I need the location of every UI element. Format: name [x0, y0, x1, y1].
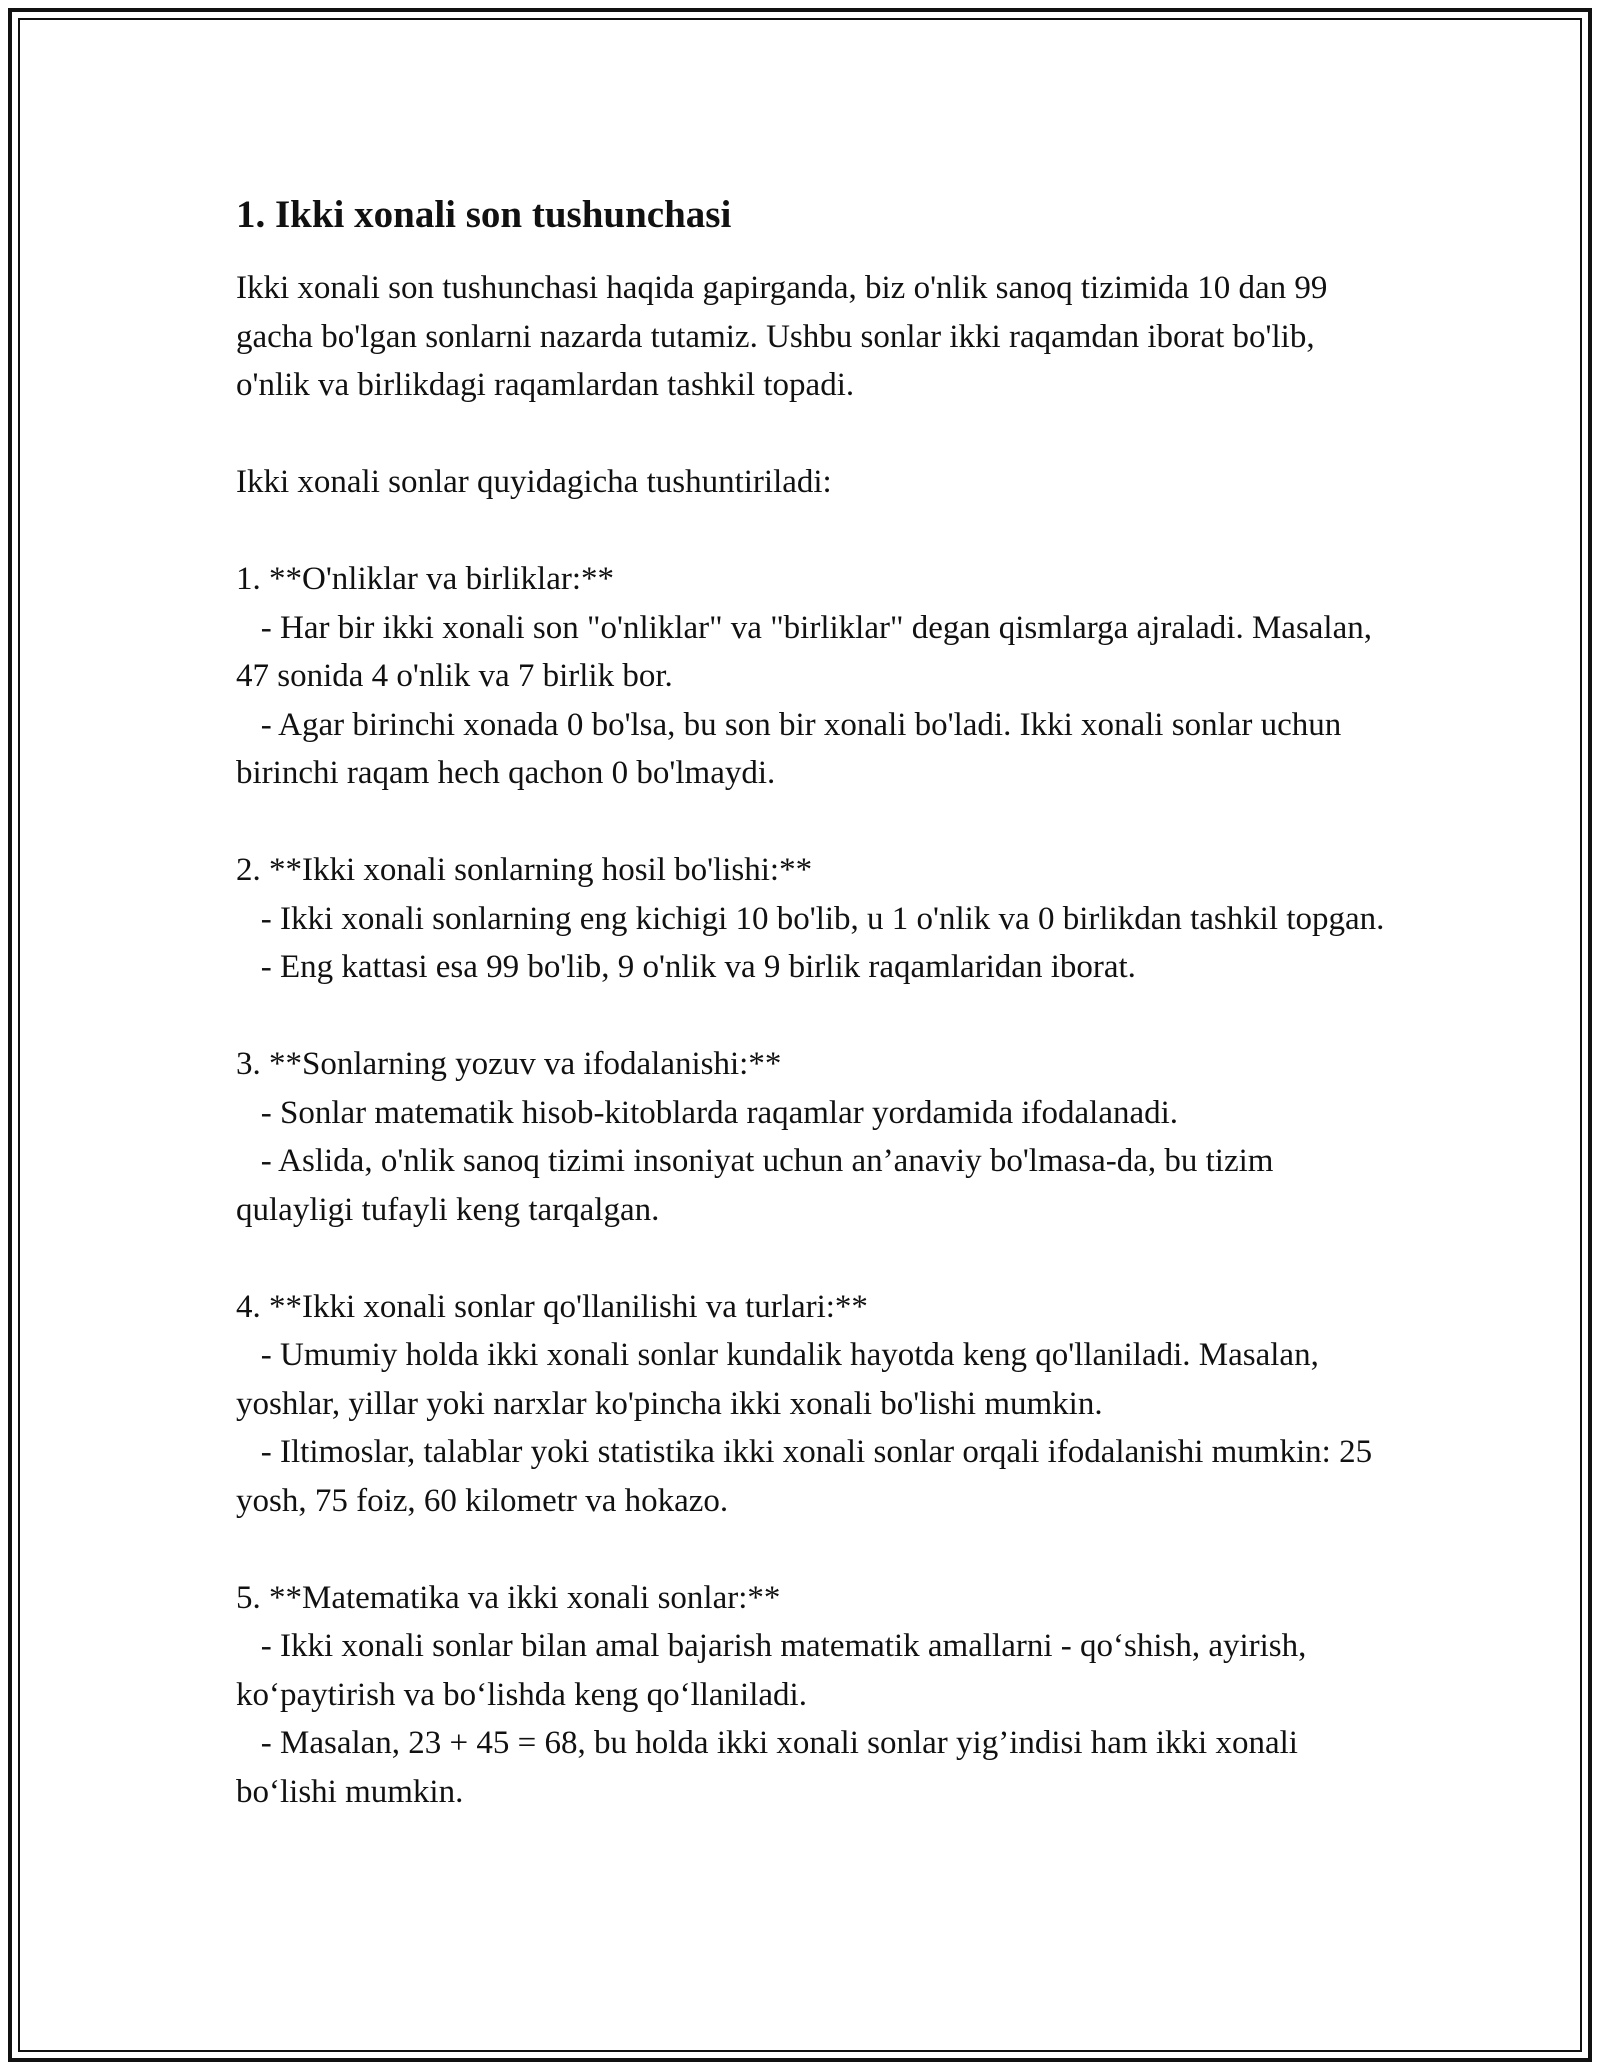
section-item: - Agar birinchi xonada 0 bo'lsa, bu son bir xonali bo'ladi. Ikki xonali sonlar uchun birinchi raqam hech qachon 0 bo'lmaydi. [236, 706, 1350, 791]
section-2 [236, 846, 1386, 992]
section-item: - Aslida, o'nlik sanoq tizimi insoniyat uchun an’anaviy bo'lmasa-da, bu tizim qulayligi tufayli keng tarqalgan. [236, 1143, 1282, 1228]
section-heading: 4. **Ikki xonali sonlar qo'llanilishi va turlari:** [236, 1288, 868, 1325]
section-item: - Iltimoslar, talablar yoki statistika ikki xonali sonlar orqali ifodalanishi mumkin: 25 yosh, 75 foiz, 60 kilometr va hokazo. [236, 1434, 1381, 1519]
intro-paragraph: Ikki xonali son tushunchasi haqida gapirganda, biz o'nlik sanoq tizimida 10 dan 99 gacha bo'lgan sonlarni nazarda tutamiz. Ushbu sonlar ikki raqamdan iborat bo'lib, o'nlik va birlikdagi raqamlardan tashkil topadi. [236, 270, 1336, 403]
section-item: - Ikki xonali sonlarning eng kichigi 10 bo'lib, u 1 o'nlik va 0 birlikdan tashkil topgan. [236, 900, 1385, 937]
section-3 [236, 1040, 1386, 1234]
document-title: 1. Ikki xonali son tushunchasi [236, 193, 732, 236]
section-item: - Umumiy holda ikki xonali sonlar kundalik hayotda keng qo'llaniladi. Masalan, yoshlar, yillar yoki narxlar ko'pincha ikki xonali bo'lishi mumkin. [236, 1337, 1328, 1422]
spacer [236, 992, 1386, 1041]
section-heading: 1. **O'nliklar va birliklar:** [236, 561, 615, 597]
spacer [236, 1234, 1386, 1283]
spacer [236, 507, 1386, 556]
spacer [236, 798, 1386, 847]
section-heading: 3. **Sonlarning yozuv va ifodalanishi:** [236, 1046, 782, 1082]
spacer [236, 1525, 1386, 1574]
section-item: - Ikki xonali sonlar bilan amal bajarish matematik amallarni - qo‘shish, ayirish, ko‘paytirish va bo‘lishda keng qo‘llaniladi. [236, 1628, 1315, 1713]
section-item: - Eng kattasi esa 99 bo'lib, 9 o'nlik va 9 birlik raqamlaridan iborat. [236, 949, 1136, 985]
document-body [236, 180, 1386, 1816]
spacer [236, 410, 1386, 459]
section-item: - Sonlar matematik hisob-kitoblarda raqamlar yordamida ifodalanadi. [236, 1094, 1179, 1131]
section-item: - Masalan, 23 + 45 = 68, bu holda ikki xonali sonlar yig’indisi ham ikki xonali bo‘lishi mumkin. [236, 1725, 1307, 1810]
section-5 [236, 1574, 1386, 1817]
lead-paragraph: Ikki xonali sonlar quyidagicha tushuntiriladi: [236, 464, 832, 500]
section-4 [236, 1283, 1386, 1526]
section-heading: 5. **Matematika va ikki xonali sonlar:** [236, 1579, 781, 1616]
section-item: - Har bir ikki xonali son "o'nliklar" va "birliklar" degan qismlarga ajraladi. Masalan, 47 sonida 4 o'nlik va 7 birlik bor. [236, 609, 1381, 694]
section-heading: 2. **Ikki xonali sonlarning hosil bo'lishi:** [236, 852, 813, 888]
section-1 [236, 555, 1386, 798]
